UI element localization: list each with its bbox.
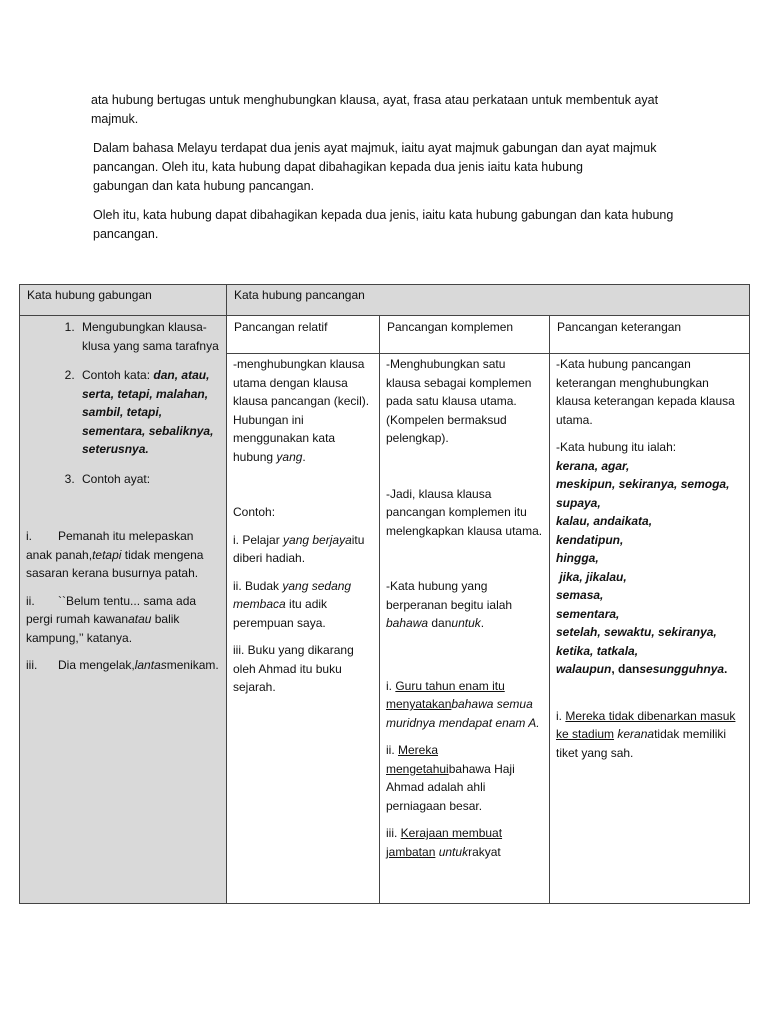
keterangan-words: sesungguhnya <box>639 662 725 676</box>
subheader-relatif <box>227 316 380 354</box>
keterangan-words: setelah, sewaktu, sekiranya, <box>556 625 717 639</box>
komplemen-desc-3-text: dan <box>428 616 452 630</box>
intro-paragraph-1 <box>91 91 691 129</box>
keterangan-words: kalau, andaikata, <box>556 514 653 528</box>
example-clause: yang berjaya <box>283 532 352 547</box>
spacer <box>386 457 543 485</box>
keterangan-word-line <box>556 494 743 513</box>
subheader-komplemen-text: Pancangan komplemen <box>387 320 514 334</box>
relatif-desc-text: -menghubungkan klausa utama dengan klausa klausa pancangan (kecil). Hubungan ini menggunakan kata hubung <box>233 357 370 464</box>
keterangan-word-line <box>556 549 743 568</box>
intro-paragraph-3 <box>93 206 693 244</box>
gabungan-item-1-text: Mengubungkan klausa-klusa yang sama tarafnya <box>82 320 219 353</box>
example-conjunction: atau <box>128 612 152 626</box>
keterangan-words: semasa, <box>556 588 604 602</box>
gabungan-item-3-text: Contoh ayat: <box>82 471 151 486</box>
intro-text-2a: Dalam bahasa Melayu terdapat dua jenis ayat majmuk, iaitu ayat majmuk gabungan dan ayat majmuk pancangan. Oleh itu, kata hubung dapat dibahagikan kepada dua jenis iaitu kata hubung <box>93 141 657 174</box>
keterangan-word-line <box>556 623 743 642</box>
example-text: ``Belum tentu... sama ada pergi rumah kawan <box>26 593 197 626</box>
spacer <box>386 642 543 677</box>
spacer <box>26 499 220 527</box>
relatif-desc-end: . <box>302 449 306 464</box>
relatif-desc-keyword: yang <box>276 449 303 464</box>
example-number: ii. <box>386 743 398 757</box>
keterangan-words: . <box>724 662 728 676</box>
example-text: balik kampung,’’ katanya. <box>26 612 180 645</box>
komplemen-desc-3 <box>386 577 543 633</box>
intro-paragraph-2 <box>93 139 693 196</box>
example-conjunction: untuk <box>435 844 469 859</box>
keterangan-word-list <box>556 457 743 679</box>
gabungan-item-2-words: dan, atau, serta, tetapi, malahan, sambil, tetapi, sementara, sebaliknya, seterusnya. <box>82 368 214 456</box>
example-text: itu adik perempuan saya. <box>233 597 328 630</box>
example-number: i. <box>26 529 32 543</box>
relatif-desc <box>233 355 373 466</box>
subheader-relatif-text: Pancangan relatif <box>234 320 328 334</box>
intro-text-2b: gabungan dan kata hubung pancangan. <box>93 179 315 193</box>
example-text: tidak memiliki tiket yang sah. <box>556 727 727 760</box>
header-pancangan-text: Kata hubung pancangan <box>234 288 365 302</box>
gabungan-item-1 <box>78 318 220 355</box>
example-main-clause: Mereka tidak dibenarkan masuk ke stadium <box>556 708 736 741</box>
gabungan-item-2-label: Contoh kata: <box>82 368 154 382</box>
table-subheader-row <box>20 316 750 354</box>
subheader-keterangan <box>550 316 750 354</box>
keterangan-word-line <box>556 642 743 661</box>
keterangan-example-1 <box>556 707 743 763</box>
header-gabungan <box>20 285 227 316</box>
gabungan-example-1 <box>26 527 220 583</box>
keterangan-words: supaya, <box>556 495 601 510</box>
komplemen-example-1 <box>386 677 543 733</box>
keterangan-words: jika, jikalau, <box>556 569 627 584</box>
gabungan-cell <box>20 316 227 904</box>
keterangan-cell <box>550 354 750 904</box>
example-conjunction: kerana <box>617 727 655 741</box>
keterangan-words: kendatipun, <box>556 532 624 547</box>
komplemen-desc-2: -Jadi, klausa klausa pancangan komplemen itu melengkapkan klausa utama. <box>386 486 543 538</box>
example-complement: bahawa semua muridnya mendapat enam A. <box>386 697 540 730</box>
komplemen-desc-3-text: -Kata hubung yang berperanan begitu ialah <box>386 579 513 612</box>
keterangan-word-line <box>556 457 743 476</box>
gabungan-example-2 <box>26 592 220 648</box>
example-number: ii. <box>26 593 35 608</box>
gabungan-example-3 <box>26 656 220 675</box>
keterangan-word-line <box>556 531 743 550</box>
keterangan-word-line <box>556 568 743 587</box>
example-number: iii. <box>26 658 38 672</box>
example-text: Pemanah itu melepaskan anak panah, <box>26 529 194 562</box>
example-clause: yang sedang membaca <box>233 578 352 611</box>
komplemen-keyword-untuk: untuk <box>451 616 481 630</box>
example-conjunction: tetapi <box>92 547 122 562</box>
spacer <box>386 549 543 577</box>
komplemen-desc-3-end: . <box>480 616 485 630</box>
example-complement: rakyat <box>468 844 501 859</box>
example-main-clause: Mereka mengetahui <box>386 743 449 776</box>
keterangan-word-line <box>556 512 743 531</box>
table-header-row <box>20 285 750 316</box>
example-main-clause: Kerajaan membuat jambatan <box>386 826 503 859</box>
relatif-contoh: Contoh: <box>233 505 276 519</box>
keterangan-words: meskipun, sekiranya, semoga, <box>556 477 730 491</box>
subheader-keterangan-text: Pancangan keterangan <box>557 320 682 334</box>
example-number: i. <box>556 708 566 723</box>
example-number: iii. <box>386 826 401 840</box>
gabungan-list <box>26 318 220 488</box>
example-number: i. <box>386 678 396 693</box>
keterangan-words: hingga, <box>556 551 599 565</box>
example-text: Dia mengelak, <box>58 658 135 672</box>
example-text: itu diberi hadiah. <box>233 532 365 565</box>
intro-text-3: Oleh itu, kata hubung dapat dibahagikan kepada dua jenis, iaitu kata hubung gabungan dan kata hubung pancangan. <box>93 208 674 241</box>
keterangan-word-line <box>556 605 743 624</box>
komplemen-keyword-bahawa: bahawa <box>386 616 429 630</box>
header-gabungan-text: Kata hubung gabungan <box>27 288 152 302</box>
keterangan-words: sementara, <box>556 606 620 621</box>
komplemen-cell <box>380 354 550 904</box>
keterangan-word-line <box>556 475 743 494</box>
keterangan-desc-2: -Kata hubung itu ialah: <box>556 440 677 454</box>
header-pancangan <box>227 285 750 316</box>
example-conjunction: lantas <box>134 658 167 672</box>
subheader-komplemen <box>380 316 550 354</box>
gabungan-item-2 <box>78 366 220 459</box>
example-complement: bahawa Haji Ahmad adalah ahli perniagaan besar. <box>386 761 515 813</box>
komplemen-example-3 <box>386 824 543 861</box>
intro-text-1: ata hubung bertugas untuk menghubungkan klausa, ayat, frasa atau perkataan untuk membentuk ayat majmuk. <box>91 93 659 126</box>
example-main-clause: Guru tahun enam itu menyatakan <box>386 678 505 711</box>
keterangan-words: , dan <box>611 662 640 676</box>
gabungan-item-3 <box>78 470 220 489</box>
keterangan-words: kerana, agar, <box>556 458 630 473</box>
relatif-cell <box>227 354 380 904</box>
keterangan-words: walaupun <box>556 662 612 676</box>
spacer <box>556 679 743 707</box>
spacer <box>233 475 373 503</box>
keterangan-word-line <box>556 660 743 679</box>
relatif-example-3: iii. Buku yang dikarang oleh Ahmad itu buku sejarah. <box>233 643 354 694</box>
keterangan-word-line <box>556 586 743 605</box>
example-text: tidak mengena sasaran kerana busurnya patah. <box>26 547 204 580</box>
relatif-example-1 <box>233 531 373 568</box>
keterangan-words: ketika, tatkala, <box>556 643 639 658</box>
example-text: ii. Budak <box>233 578 283 593</box>
conjunction-table <box>19 284 750 904</box>
relatif-example-2 <box>233 577 373 633</box>
komplemen-desc-1: -Menghubungkan satu klausa sebagai komplemen pada satu klausa utama. (Kompelen bermaksud pelengkap). <box>386 357 532 445</box>
example-text: i. Pelajar <box>233 532 284 547</box>
example-text: menikam. <box>166 658 219 672</box>
komplemen-example-2 <box>386 741 543 815</box>
keterangan-desc-1: -Kata hubung pancangan keterangan menghubungkan klausa keterangan kepada klausa utama. <box>556 357 735 427</box>
